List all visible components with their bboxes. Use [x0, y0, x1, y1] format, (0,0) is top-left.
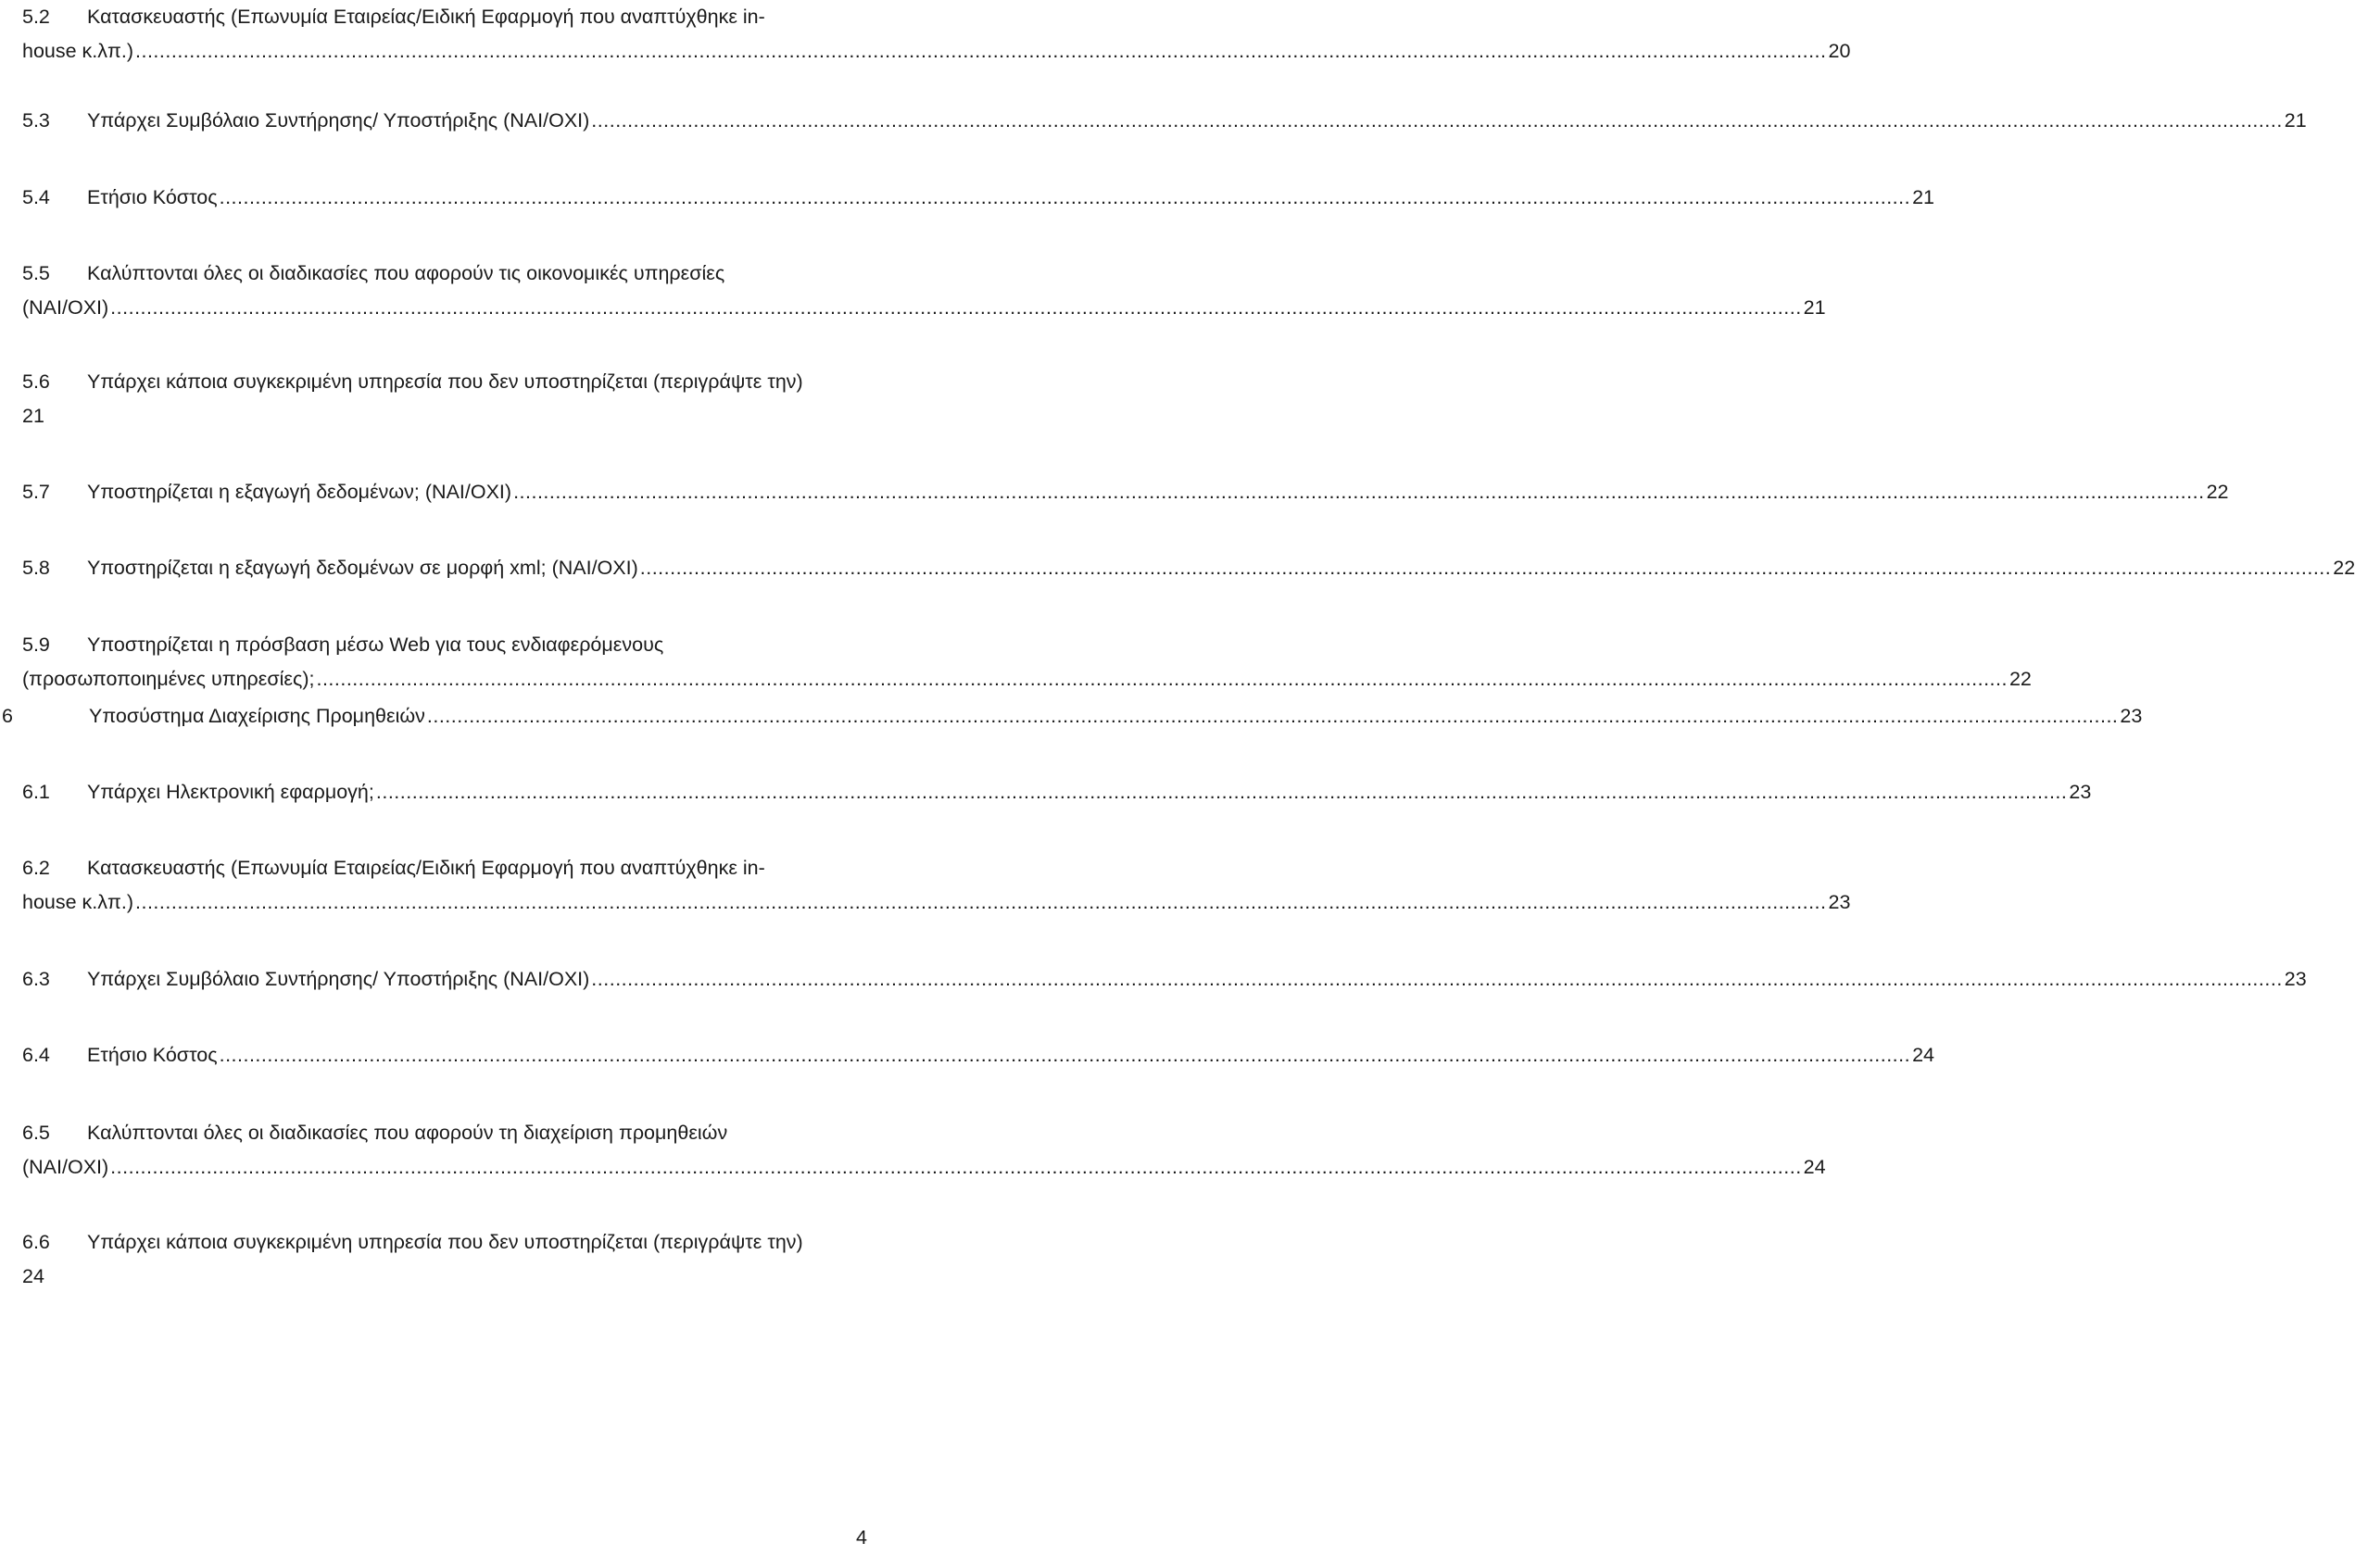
toc-title: Κατασκευαστής (Επωνυμία Εταιρείας/Ειδική Εφαρμογή που αναπτύχθηκε in- [87, 6, 765, 28]
toc-leader-dots [135, 885, 1827, 920]
toc-title: Υποσύστημα Διαχείρισης Προμηθειών [89, 705, 425, 727]
toc-title: Κατασκευαστής (Επωνυμία Εταιρείας/Ειδική Εφαρμογή που αναπτύχθηκε in- [87, 857, 765, 879]
toc-leader-dots [513, 475, 2205, 509]
toc-title: Καλύπτονται όλες οι διαδικασίες που αφορούν τις οικονομικές υπηρεσίες [87, 262, 725, 284]
toc-number: 5.4 [22, 186, 50, 208]
toc-entry-6-3[interactable] [22, 962, 2307, 997]
toc-page: 22 [2206, 481, 2229, 503]
toc-title: Υπάρχει κάποια συγκεκριμένη υπηρεσία που δεν υποστηρίζεται (περιγράψτε την) [87, 1231, 803, 1253]
toc-leader-dots [376, 775, 2068, 809]
toc-title: Υπάρχει Συμβόλαιο Συντήρησης/ Υποστήριξης (ΝΑΙ/ΟΧΙ) [87, 968, 590, 990]
toc-page: 23 [1828, 891, 1851, 913]
toc-entry-5-3[interactable] [22, 104, 2307, 138]
toc-leader-dots [220, 181, 1911, 215]
toc-title: Υποστηρίζεται η εξαγωγή δεδομένων σε μορφή xml; (ΝΑΙ/ΟΧΙ) [87, 557, 638, 579]
toc-entry-5-5[interactable] [22, 257, 1826, 325]
toc-number: 6.2 [22, 857, 50, 879]
toc-entry-6-2[interactable] [22, 851, 1851, 920]
toc-page: 21 [1912, 186, 1935, 208]
toc-entry-5-7[interactable] [22, 475, 2229, 509]
toc-page: 23 [2284, 968, 2307, 990]
toc-leader-dots [220, 1038, 1911, 1073]
toc-leader-dots [110, 291, 1802, 325]
toc-page: 21 [22, 405, 44, 427]
toc-leader-dots [591, 104, 2283, 138]
toc-entry-6-1[interactable] [22, 775, 2092, 809]
toc-number: 5.3 [22, 109, 50, 132]
toc-number: 6 [2, 705, 13, 727]
toc-leader-dots [640, 551, 2332, 585]
toc-page: 22 [2333, 557, 2355, 579]
toc-page: 24 [1912, 1044, 1935, 1066]
toc-number: 5.7 [22, 481, 50, 503]
toc-leader-dots [110, 1150, 1802, 1185]
toc-entry-5-8[interactable] [22, 551, 2355, 585]
toc-title: Ετήσιο Κόστος [87, 1044, 218, 1066]
toc-title: Υπάρχει κάποια συγκεκριμένη υπηρεσία που δεν υποστηρίζεται (περιγράψτε την) [87, 370, 803, 393]
toc-title: Υποστηρίζεται η εξαγωγή δεδομένων; (ΝΑΙ/ΟΧΙ) [87, 481, 512, 503]
toc-entry-5-6[interactable] [22, 365, 836, 433]
toc-number: 5.2 [22, 6, 50, 28]
toc-number: 5.6 [22, 370, 50, 393]
toc-number: 6.4 [22, 1044, 50, 1066]
toc-title: Ετήσιο Κόστος [87, 186, 218, 208]
toc-page: 23 [2120, 705, 2143, 727]
toc-title: Υπάρχει Ηλεκτρονική εφαρμογή; [87, 781, 374, 803]
toc-title-continued: (ΝΑΙ/ΟΧΙ) [22, 1156, 109, 1178]
toc-number: 5.8 [22, 557, 50, 579]
toc-entry-6-5[interactable] [22, 1116, 1826, 1185]
toc-entry-6[interactable] [2, 699, 2143, 734]
toc-entry-5-9[interactable] [22, 628, 2032, 696]
toc-page: 24 [1803, 1156, 1826, 1178]
toc-entry-5-4[interactable] [22, 181, 1935, 215]
toc-page: 22 [2009, 668, 2032, 690]
toc-page: 20 [1828, 40, 1851, 62]
toc-title: Υπάρχει Συμβόλαιο Συντήρησης/ Υποστήριξης (ΝΑΙ/ΟΧΙ) [87, 109, 590, 132]
toc-title-continued: (προσωποποιημένες υπηρεσίες); [22, 668, 315, 690]
toc-entry-6-4[interactable] [22, 1038, 1935, 1073]
toc-number: 6.6 [22, 1231, 50, 1253]
toc-title: Υποστηρίζεται η πρόσβαση μέσω Web για τους ενδιαφερόμενους [87, 633, 664, 656]
toc-page: 24 [22, 1265, 44, 1287]
toc-title: Καλύπτονται όλες οι διαδικασίες που αφορούν τη διαχείριση προμηθειών [87, 1122, 728, 1144]
toc-leader-dots [135, 34, 1827, 69]
toc-number: 6.3 [22, 968, 50, 990]
toc-number: 5.5 [22, 262, 50, 284]
toc-page: 21 [1803, 296, 1826, 319]
page-number: 4 [856, 1526, 867, 1549]
toc-entry-5-2[interactable] [22, 0, 1851, 69]
toc-leader-dots [427, 699, 2119, 734]
toc-title-continued: (ΝΑΙ/ΟΧΙ) [22, 296, 109, 319]
toc-number: 5.9 [22, 633, 50, 656]
toc-number: 6.1 [22, 781, 50, 803]
toc-number: 6.5 [22, 1122, 50, 1144]
toc-leader-dots [591, 962, 2283, 997]
toc-title-continued: house κ.λπ.) [22, 40, 133, 62]
toc-title-continued: house κ.λπ.) [22, 891, 133, 913]
toc-page: 21 [2284, 109, 2307, 132]
toc-leader-dots [316, 662, 2008, 696]
toc-page: 23 [2069, 781, 2092, 803]
toc-entry-6-6[interactable] [22, 1225, 836, 1294]
